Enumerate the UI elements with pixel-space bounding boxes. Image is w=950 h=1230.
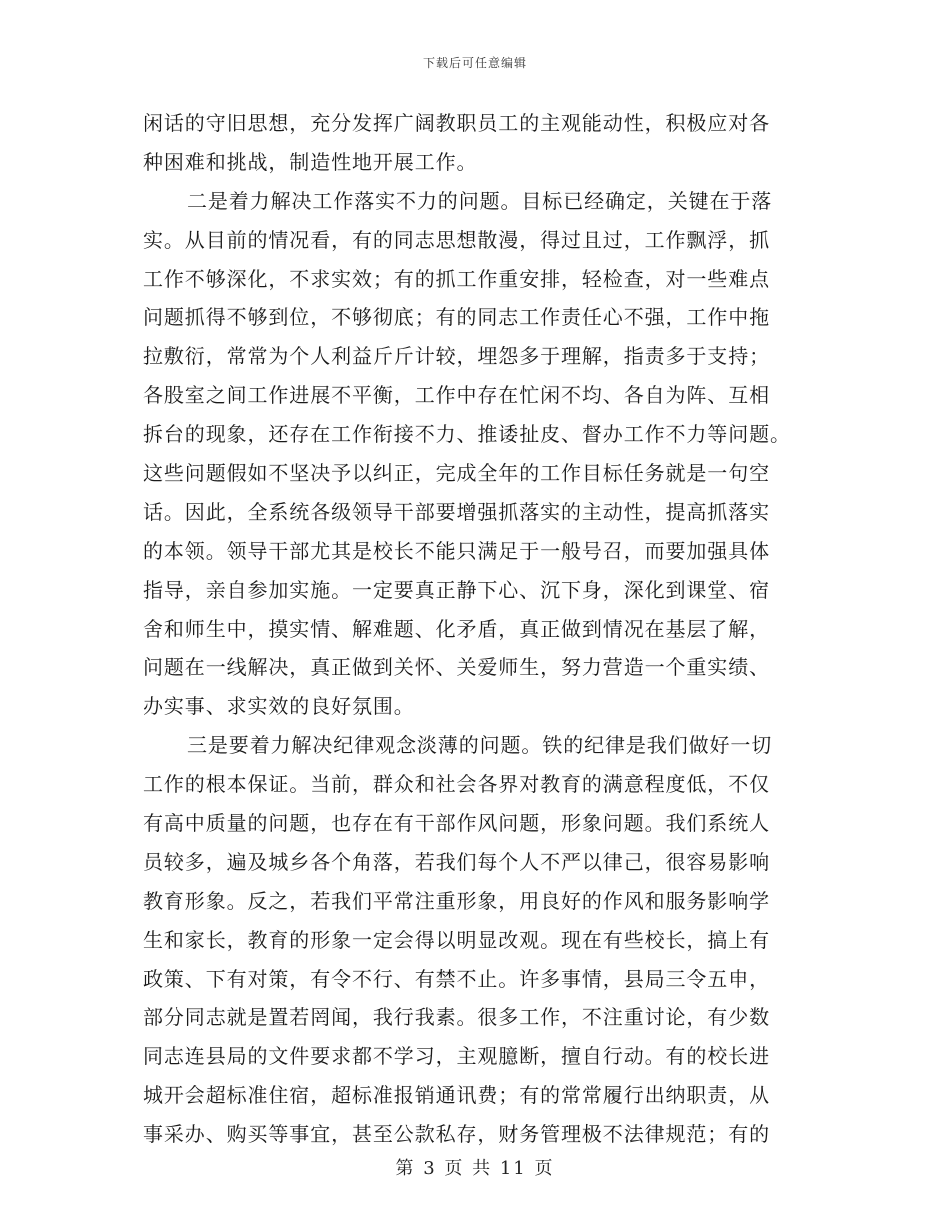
text-line: 舍和师生中，摸实情、解难题、化矛盾，真正做到情况在基层了解，: [143, 616, 770, 641]
text-line: 工作不够深化，不求实效；有的抓工作重安排，轻检查，对一些难点: [143, 266, 770, 291]
paragraph-start-line: 三是要着力解决纪律观念淡薄的问题。铁的纪律是我们做好一切: [187, 733, 773, 758]
text-line: 的本领。领导干部尤其是校长不能只满足于一般号召，而要加强具体: [143, 538, 770, 563]
text-line: 事采办、购买等事宜，甚至公款私存，财务管理极不法律规范；有的: [143, 1122, 770, 1147]
text-line: 问题在一线解决，真正做到关怀、关爱师生，努力营造一个重实绩、: [143, 655, 770, 680]
text-line: 拉敷衍，常常为个人利益斤斤计较，埋怨多于理解，指责多于支持；: [143, 344, 770, 369]
text-line: 教育形象。反之，若我们平常注重形象，用良好的作风和服务影响学: [143, 888, 770, 913]
text-line: 有高中质量的问题，也存在有干部作风问题，形象问题。我们系统人: [143, 811, 770, 836]
page-header: 下载后可任意编辑: [422, 56, 527, 70]
page-footer: 第 3 页 共 11 页: [395, 1158, 555, 1179]
text-line: 种困难和挑战，制造性地开展工作。: [143, 149, 478, 174]
text-line: 各股室之间工作进展不平衡，工作中存在忙闲不均、各自为阵、互相: [143, 383, 770, 408]
text-line: 工作的根本保证。当前，群众和社会各界对教育的满意程度低，不仅: [143, 772, 770, 797]
text-line: 同志连县局的文件要求都不学习，主观臆断，擅自行动。有的校长进: [143, 1044, 770, 1069]
text-line: 生和家长，教育的形象一定会得以明显改观。现在有些校长，搞上有: [143, 927, 770, 952]
text-line: 部分同志就是置若罔闻，我行我素。很多工作，不注重讨论，有少数: [143, 1005, 770, 1030]
text-line: 政策、下有对策，有令不行、有禁不止。许多事情，县局三令五申，: [143, 966, 770, 991]
paragraph-start-line: 二是着力解决工作落实不力的问题。目标已经确定，关键在于落: [187, 188, 773, 213]
text-line: 闲话的守旧思想，充分发挥广阔教职员工的主观能动性，积极应对各: [143, 111, 770, 135]
text-line: 办实事、求实效的良好氛围。: [143, 694, 415, 719]
text-line: 指导，亲自参加实施。一定要真正静下心、沉下身，深化到课堂、宿: [143, 577, 770, 602]
text-line: 员较多，遍及城乡各个角落，若我们每个人不严以律己，很容易影响: [143, 849, 770, 874]
text-line: 话。因此，全系统各级领导干部要增强抓落实的主动性，提高抓落实: [143, 499, 770, 524]
body-text: [143, 104, 809, 1154]
text-line: 城开会超标准住宿，超标准报销通讯费；有的常常履行出纳职责，从: [143, 1083, 770, 1108]
text-line: 这些问题假如不坚决予以纠正，完成全年的工作目标任务就是一句空: [143, 461, 770, 486]
text-line: 问题抓得不够到位，不够彻底；有的同志工作责任心不强，工作中拖: [143, 305, 770, 330]
text-line: 实。从目前的情况看，有的同志思想散漫，得过且过，工作飘浮，抓: [143, 227, 770, 252]
text-line: 拆台的现象，还存在工作衔接不力、推诿扯皮、督办工作不力等问题。: [143, 422, 791, 447]
